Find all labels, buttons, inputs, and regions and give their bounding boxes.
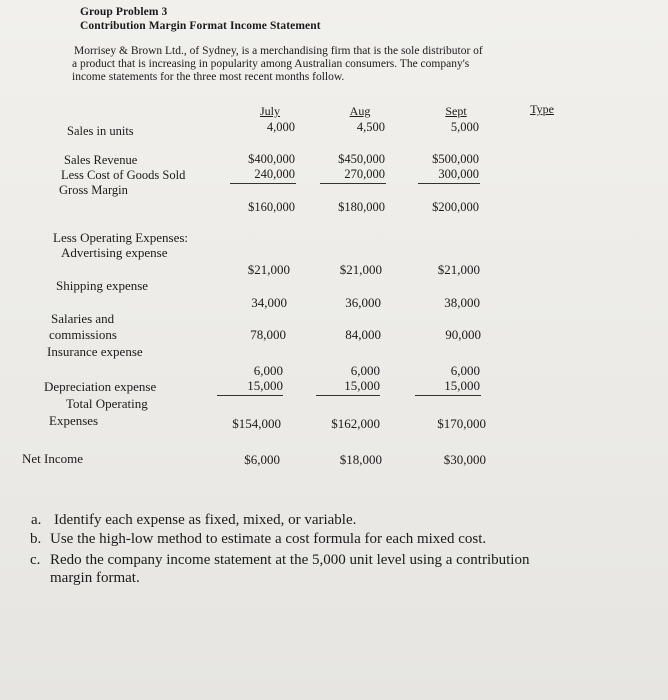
- row-label-sales-units: Sales in units: [67, 124, 134, 138]
- total-opex-sept: $170,000: [437, 416, 486, 431]
- row-label-gross-margin: Gross Margin: [59, 183, 128, 197]
- question-a-text: Identify each expense as fixed, mixed, or variable.: [54, 512, 357, 528]
- row-label-less-opex: Less Operating Expenses:: [53, 230, 189, 245]
- row-label-shipping: Shipping expense: [56, 278, 149, 293]
- salaries-july: 78,000: [250, 327, 286, 342]
- sales-units-aug: 4,500: [356, 120, 385, 134]
- gross-margin-aug: $180,000: [338, 200, 385, 214]
- intro-line-3: income statements for the three most recent months follow.: [72, 71, 345, 83]
- cogs-underline-aug: [320, 183, 386, 184]
- question-a-marker: a.: [31, 512, 42, 528]
- net-income-aug: $18,000: [339, 452, 382, 467]
- question-b-text: Use the high-low method to estimate a cost formula for each mixed cost.: [50, 531, 487, 547]
- row-label-insurance: Insurance expense: [47, 344, 143, 359]
- depreciation-aug: 15,000: [344, 378, 380, 393]
- total-opex-aug: $162,000: [331, 416, 380, 431]
- question-c-text-2: margin format.: [50, 570, 140, 586]
- row-label-depreciation: Depreciation expense: [44, 379, 157, 394]
- column-header-type: Type: [530, 102, 554, 116]
- advertising-aug: $21,000: [339, 262, 382, 277]
- row-label-total-opex-2: Expenses: [49, 413, 99, 428]
- sales-revenue-sept: $500,000: [432, 152, 479, 166]
- advertising-july: $21,000: [247, 262, 290, 277]
- row-label-sales-revenue: Sales Revenue: [64, 153, 138, 167]
- shipping-sept: 38,000: [444, 295, 480, 310]
- column-header-sept: Sept: [445, 104, 467, 118]
- row-label-advertising: Advertising expense: [61, 245, 168, 260]
- depreciation-underline-aug: [316, 395, 380, 396]
- salaries-aug: 84,000: [345, 327, 381, 342]
- cogs-underline-sept: [418, 183, 480, 184]
- intro-line-1: Morrisey & Brown Ltd., of Sydney, is a merchandising firm that is the sole distributor of: [74, 45, 483, 57]
- row-label-cogs: Less Cost of Goods Sold: [61, 168, 186, 182]
- cogs-underline-july: [230, 183, 296, 184]
- depreciation-underline-july: [217, 395, 283, 396]
- sales-units-sept: 5,000: [450, 120, 479, 134]
- sales-revenue-aug: $450,000: [338, 152, 385, 166]
- shipping-aug: 36,000: [345, 295, 381, 310]
- question-c-marker: c.: [30, 552, 41, 568]
- cogs-aug: 270,000: [344, 167, 385, 181]
- advertising-sept: $21,000: [437, 262, 480, 277]
- gross-margin-july: $160,000: [248, 200, 295, 214]
- row-label-salaries-1: Salaries and: [51, 311, 115, 326]
- sales-units-july: 4,000: [266, 120, 295, 134]
- column-header-aug: Aug: [349, 104, 371, 118]
- total-opex-july: $154,000: [232, 416, 281, 431]
- statement-title: Contribution Margin Format Income Statement: [80, 20, 321, 32]
- sales-revenue-july: $400,000: [248, 152, 295, 166]
- intro-line-2: a product that is increasing in popularity among Australian consumers. The company's: [72, 58, 470, 70]
- row-label-salaries-2: commissions: [49, 327, 117, 342]
- insurance-july: 6,000: [253, 363, 283, 378]
- insurance-sept: 6,000: [450, 363, 480, 378]
- cogs-july: 240,000: [254, 167, 295, 181]
- question-c-text-1: Redo the company income statement at the 5,000 unit level using a contribution: [50, 552, 530, 568]
- cogs-sept: 300,000: [438, 167, 479, 181]
- question-b-marker: b.: [30, 531, 42, 547]
- net-income-july: $6,000: [244, 452, 280, 467]
- depreciation-sept: 15,000: [444, 378, 480, 393]
- row-label-net-income: Net Income: [22, 451, 84, 466]
- insurance-aug: 6,000: [350, 363, 380, 378]
- row-label-total-opex-1: Total Operating: [66, 396, 148, 411]
- column-header-july: July: [259, 104, 280, 118]
- shipping-july: 34,000: [251, 295, 287, 310]
- depreciation-july: 15,000: [247, 378, 283, 393]
- problem-title: Group Problem 3: [80, 6, 168, 18]
- gross-margin-sept: $200,000: [432, 200, 479, 214]
- salaries-sept: 90,000: [445, 327, 481, 342]
- net-income-sept: $30,000: [443, 452, 486, 467]
- depreciation-underline-sept: [415, 395, 481, 396]
